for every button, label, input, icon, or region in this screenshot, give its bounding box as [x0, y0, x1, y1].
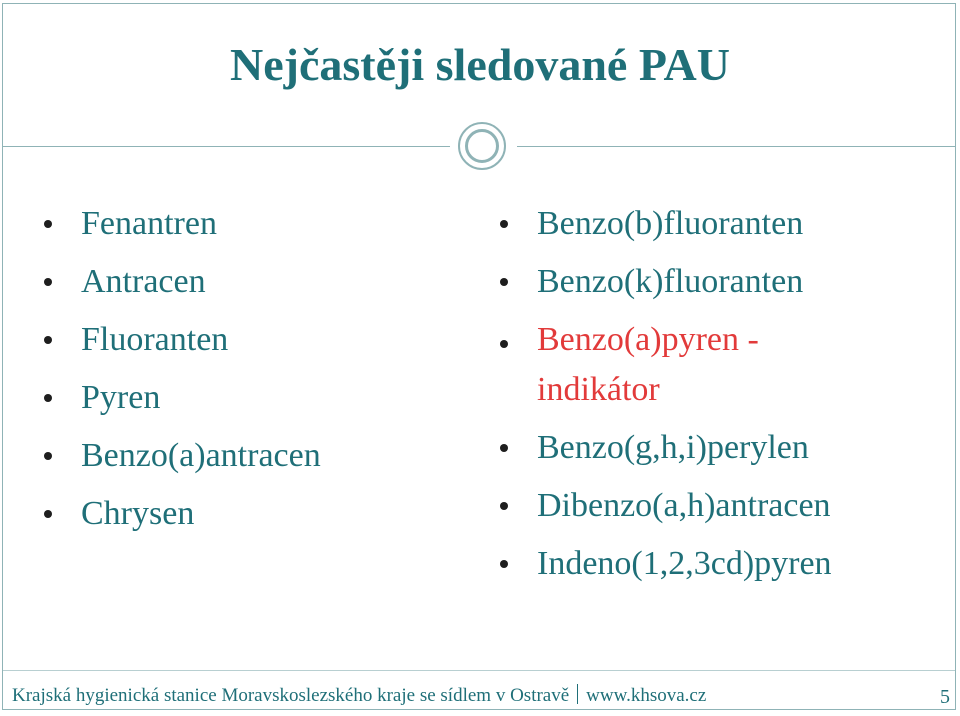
list-item: Dibenzo(a,h)antracen [500, 477, 832, 535]
footer-separator [577, 684, 578, 704]
list-item: Fenantren [44, 195, 321, 253]
bullet-icon [44, 394, 52, 402]
divider-circle-icon [458, 122, 506, 170]
list-item: Chrysen [44, 485, 321, 543]
bullet-icon [500, 340, 508, 348]
left-bullet-list [44, 195, 321, 543]
list-item: Benzo(k)fluoranten [500, 253, 832, 311]
page-number: 5 [940, 686, 950, 708]
right-bullet-list [500, 195, 832, 593]
list-item: Pyren [44, 369, 321, 427]
bullet-icon [44, 510, 52, 518]
list-item: Fluoranten [44, 311, 321, 369]
footer-text [12, 684, 706, 707]
slide-title: Nejčastěji sledované PAU [230, 39, 730, 90]
bullet-icon [44, 452, 52, 460]
list-item: Benzo(g,h,i)perylen [500, 419, 832, 477]
list-item: Indeno(1,2,3cd)pyren [500, 535, 832, 593]
bullet-icon [500, 220, 508, 228]
title-divider-right [517, 146, 955, 147]
list-item: Benzo(a)antracen [44, 427, 321, 485]
bullet-icon [500, 502, 508, 510]
list-item: Benzo(b)fluoranten [500, 195, 832, 253]
bullet-icon [500, 444, 508, 452]
bullet-icon [500, 278, 508, 286]
bullet-icon [500, 560, 508, 568]
list-item-highlighted: Benzo(a)pyren - indikátor [500, 311, 832, 419]
footer-divider [3, 670, 955, 671]
bullet-icon [44, 336, 52, 344]
bullet-icon [44, 220, 52, 228]
list-item: Antracen [44, 253, 321, 311]
divider-circle-inner [465, 129, 499, 163]
title-divider-left [3, 146, 450, 147]
bullet-icon [44, 278, 52, 286]
footer-website-link[interactable]: www.khsova.cz [586, 685, 707, 706]
footer-organization: Krajská hygienická stanice Moravskoslezského kraje se sídlem v Ostravě [12, 685, 570, 706]
